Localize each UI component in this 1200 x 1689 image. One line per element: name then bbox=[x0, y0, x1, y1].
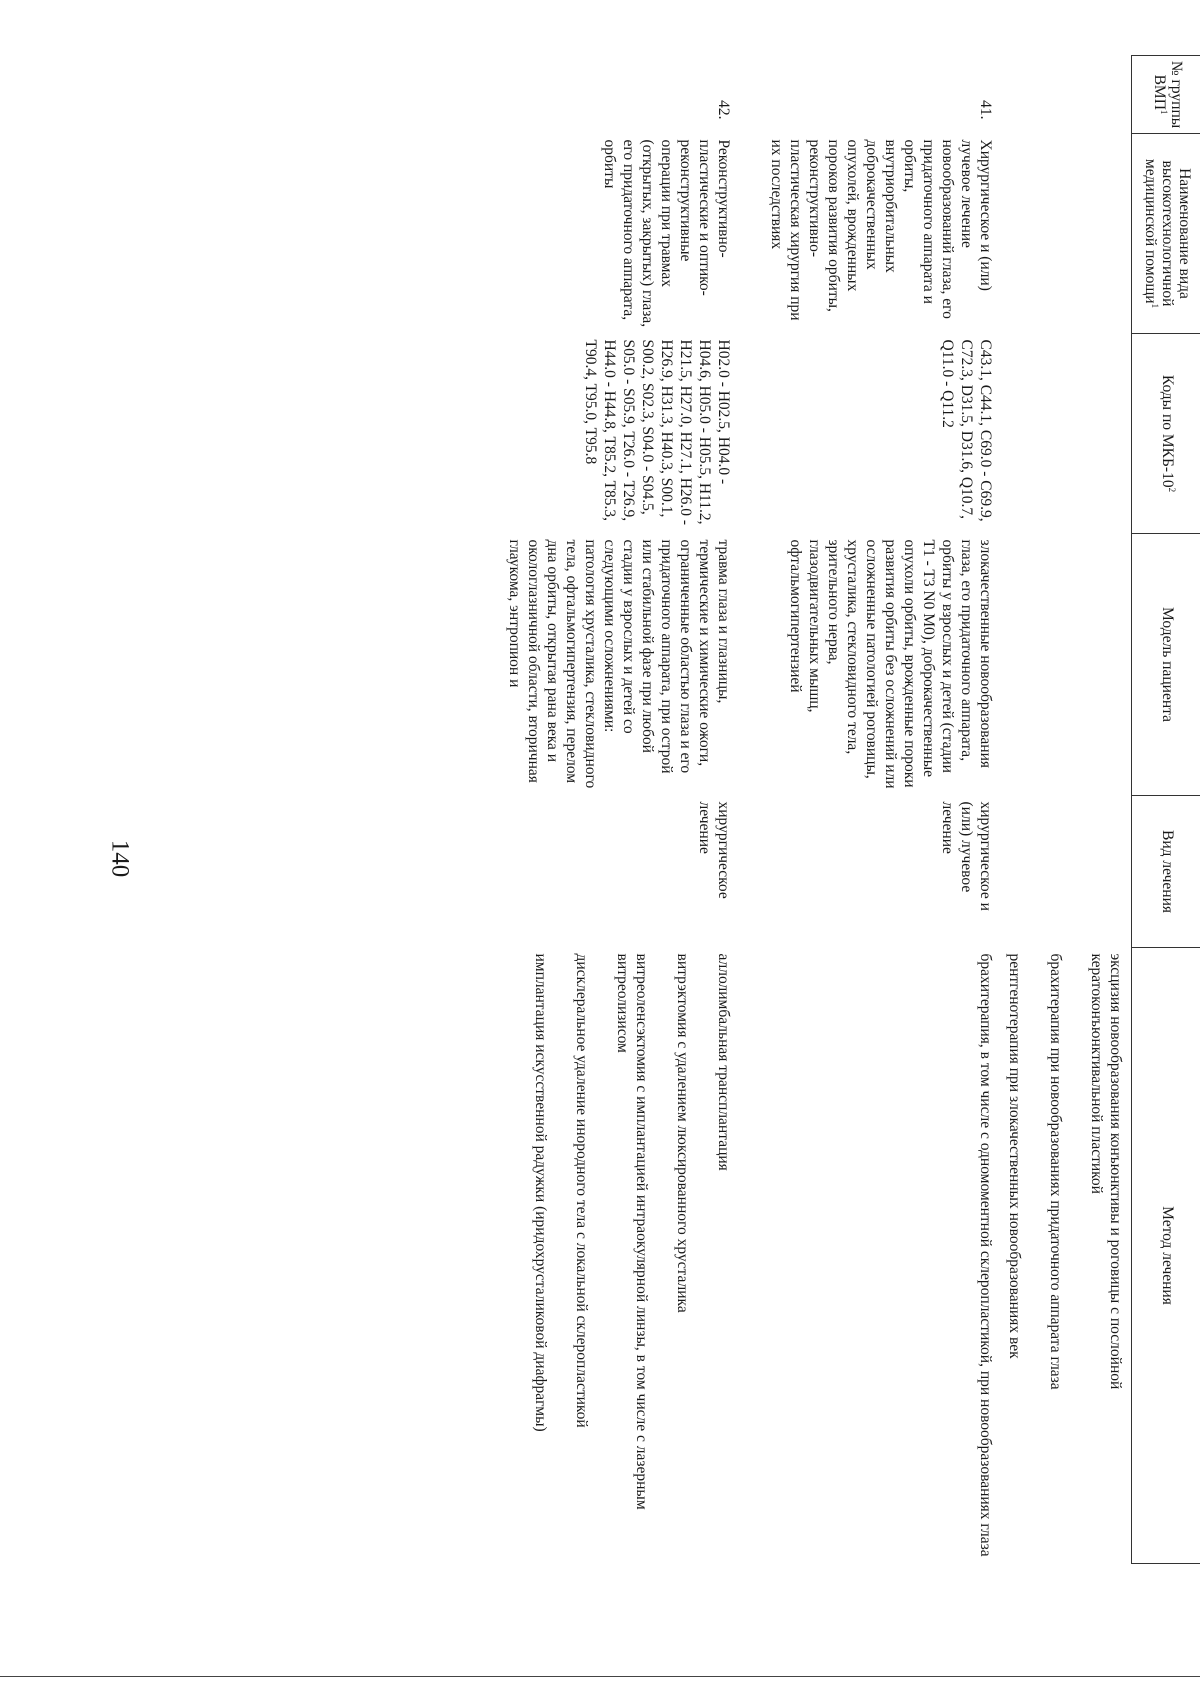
rotated-table-container bbox=[145, 55, 1200, 1563]
header-method: Метод лечения bbox=[1132, 948, 1200, 1564]
row-methods bbox=[761, 948, 999, 1564]
row-name: Хирургическое и (или) лучевое лечение новообразований глаза, его придаточного аппарата и орбиты, внутриорбитальных доброкачественных опухолей, врожденных пороков развития орбиты, реконструктивно-пластическая хирургия при их последствиях bbox=[768, 139, 994, 321]
table-row-41 bbox=[761, 56, 999, 1564]
continuation-methods bbox=[999, 948, 1132, 1564]
header-no: № группы ВМП$^1$ bbox=[1132, 56, 1200, 134]
method-item: витрэктомия с удалением люксированного хрусталика bbox=[674, 953, 691, 1313]
method-item: брахитерапия, в том числе с одномоментной склеропластикой, при новообразованиях глаза bbox=[977, 953, 994, 1557]
row-number: 42. bbox=[715, 100, 732, 120]
vmp-table bbox=[499, 55, 1200, 1564]
table-row-42 bbox=[499, 56, 761, 1564]
bottom-rule bbox=[0, 1676, 1200, 1677]
row-model: злокачественные новообразования глаза, его придаточного аппарата, орбиты у взрослых и детей (стадии T1 - T3 N0 M0), доброкачественные опухоли орбиты, врожденные пороки развития орбиты без осложнений или осложненные патологией роговицы, хрусталика, стекловидного тела, зрительного нерва, глазодвигательных мышц, офтальмогипертензией bbox=[787, 539, 994, 789]
header-model: Модель пациента bbox=[1132, 534, 1200, 796]
header-name: Наименование вида высокотехнологичной медицинской помощи$^1$ bbox=[1132, 134, 1200, 334]
row-methods bbox=[499, 948, 761, 1564]
header-codes: Коды по МКБ-$10^2$ bbox=[1132, 334, 1200, 534]
page-number: 140 bbox=[106, 839, 134, 878]
method-item: аллолимбальная трансплантация bbox=[715, 953, 732, 1171]
method-item: дисклеральное удаление инородного тела с локальной склеропластикой bbox=[573, 953, 590, 1428]
method-item: витреоленсэктомия с имплантацией интраокулярной линзы, в том числе с лазерным витреолизисом bbox=[614, 953, 650, 1510]
method-item: рентгенотерапия при злокачественных новообразованиях век bbox=[1006, 953, 1023, 1359]
method-item: эксцизия новообразования конъюнктивы и роговицы с послойной кератоконъюнктивальной пластикой bbox=[1088, 953, 1124, 1390]
table-header-row bbox=[1132, 56, 1200, 1564]
row-codes: C43.1, C44.1, C69.0 - C69.9, C72.3, D31.5, D31.6, Q10.7, Q11.0 - Q11.2 bbox=[939, 339, 994, 522]
row-codes: H02.0 - H02.5, H04.0 - H04.6, H05.0 - H05.5, H11.2, H21.5, H27.0, H27.1, H26.0 - H26.9, H31.3, H40.3, S00.1, S00.2, S02.3, S04.0 - S04.5, S05.0 - S05.9, T26.0 - T26.9, H44.0 - H44.8, T85.2, T85.3, T90.4, T95.0, T95.8 bbox=[582, 339, 732, 526]
row-model: травма глаза и глазницы, термические и химические ожоги, ограниченные областью глаза и его придаточного аппарата, при острой или стабильной фазе при любой стадии у взрослых и детей со следующими осложнениями: патология хрусталика, стекловидного тела, офтальмогипертензия, перелом дна орбиты, открытая рана века и окологлазничной области, вторичная глаукома, энтропион и bbox=[506, 539, 732, 789]
row-number: 41. bbox=[977, 100, 994, 120]
row-name: Реконструктивно-пластические и оптико-реконструктивные операции при травмах (открытых, закрытых) глаза, его придаточного аппарата, орбиты bbox=[601, 139, 732, 328]
row-type: хирургическое и (или) лучевое лечение bbox=[939, 801, 994, 911]
header-type: Вид лечения bbox=[1132, 796, 1200, 948]
continuation-row bbox=[999, 56, 1132, 1564]
method-item: имплантация искусственной радужки (иридохрусталиковой диафрагмы) bbox=[532, 953, 549, 1432]
method-item: брахитерапия при новообразованиях придаточного аппарата глаза bbox=[1047, 953, 1064, 1390]
row-type: хирургическое лечение bbox=[696, 801, 732, 899]
